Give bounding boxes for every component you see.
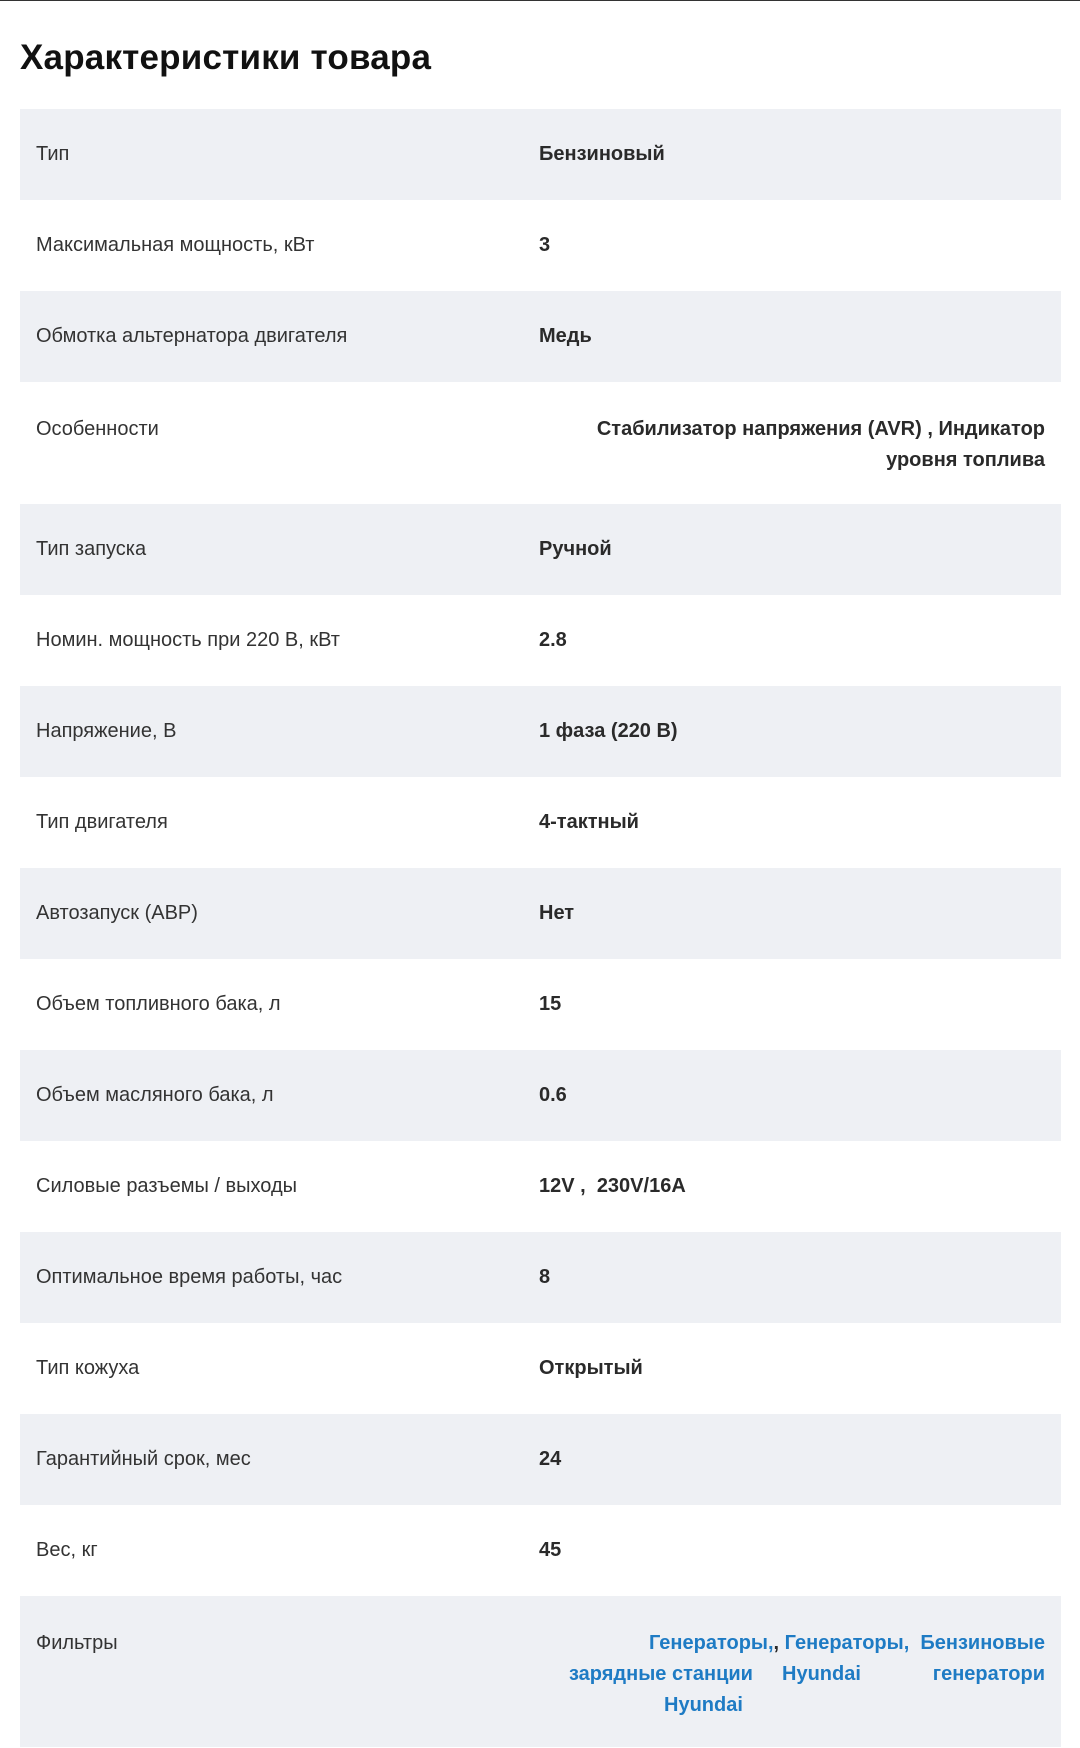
spec-label: Объем масляного бака, л [36,1084,274,1106]
spec-label: Гарантийный срок, мес [36,1448,251,1470]
spec-row-fuel-tank [20,959,1061,1050]
spec-row-weight [20,1505,1061,1596]
spec-table [20,109,1061,1747]
spec-label: Силовые разъемы / выходы [36,1175,297,1197]
spec-label: Вес, кг [36,1539,98,1561]
spec-label: Особенности [36,418,159,440]
spec-label: Напряжение, В [36,720,177,742]
spec-row-voltage [20,686,1061,777]
spec-label: Обмотка альтернатора двигателя [36,325,348,347]
spec-row-oil-tank [20,1050,1061,1141]
page-title: Характеристики товара [20,38,432,77]
spec-label: Тип кожуха [36,1357,140,1379]
spec-row-filters [20,1596,1061,1747]
spec-label: Объем топливного бака, л [36,993,281,1015]
filter-link-generators-charging[interactable]: Hyundai [782,1663,861,1685]
spec-value: 2.8 [539,629,567,651]
spec-row-engine-type [20,777,1061,868]
spec-value: Медь [539,325,592,347]
spec-value: Открытый [539,1357,643,1379]
filter-link-petrol-generators[interactable]: генератори [932,1663,1045,1685]
spec-value: 1 фаза (220 В) [539,720,678,742]
spec-row-start-type [20,504,1061,595]
filter-link-petrol-generators[interactable]: Hyundai [664,1694,743,1716]
spec-value: 12V , 230V/16A [539,1175,686,1197]
spec-row-outputs [20,1141,1061,1232]
spec-row-runtime [20,1232,1061,1323]
spec-label: Автозапуск (АВР) [36,902,198,924]
filter-separator: , [773,1632,785,1654]
spec-label: Номин. мощность при 220 В, кВт [36,629,340,651]
spec-row-rated-power [20,595,1061,686]
filter-link-generators-charging[interactable]: Генераторы, [784,1632,910,1654]
spec-value: Нет [539,902,575,924]
filter-separator [909,1632,920,1654]
spec-label: Фильтры [36,1632,118,1654]
filter-links [539,1628,1061,1728]
spec-value: Бензиновый [539,143,665,165]
spec-value: 0.6 [539,1084,567,1106]
spec-row-housing [20,1323,1061,1414]
spec-value: Стабилизатор напряжения (AVR) , Индикатор уровня топлива [596,418,1045,471]
spec-value: 15 [539,993,562,1015]
spec-row-warranty [20,1414,1061,1505]
filter-link-generators-charging[interactable]: зарядные станции [569,1663,753,1685]
spec-label: Оптимальное время работы, час [36,1266,343,1288]
spec-value: 3 [539,234,551,256]
spec-row-features [20,382,1061,504]
spec-value: 24 [539,1448,562,1470]
spec-value: 4-тактный [539,811,639,833]
top-divider [0,0,1080,1]
spec-row-type [20,109,1061,200]
filter-link-petrol-generators[interactable]: Бензиновые [920,1632,1045,1654]
spec-row-autostart [20,868,1061,959]
spec-value: 45 [539,1539,562,1561]
spec-value: Ручной [539,538,612,560]
spec-label: Тип [36,143,70,165]
spec-row-max-power [20,200,1061,291]
spec-value: 8 [539,1266,551,1288]
spec-label: Максимальная мощность, кВт [36,234,315,256]
spec-row-winding [20,291,1061,382]
spec-label: Тип запуска [36,538,147,560]
spec-label: Тип двигателя [36,811,168,833]
filter-link-generators[interactable]: Генераторы, [648,1632,774,1654]
